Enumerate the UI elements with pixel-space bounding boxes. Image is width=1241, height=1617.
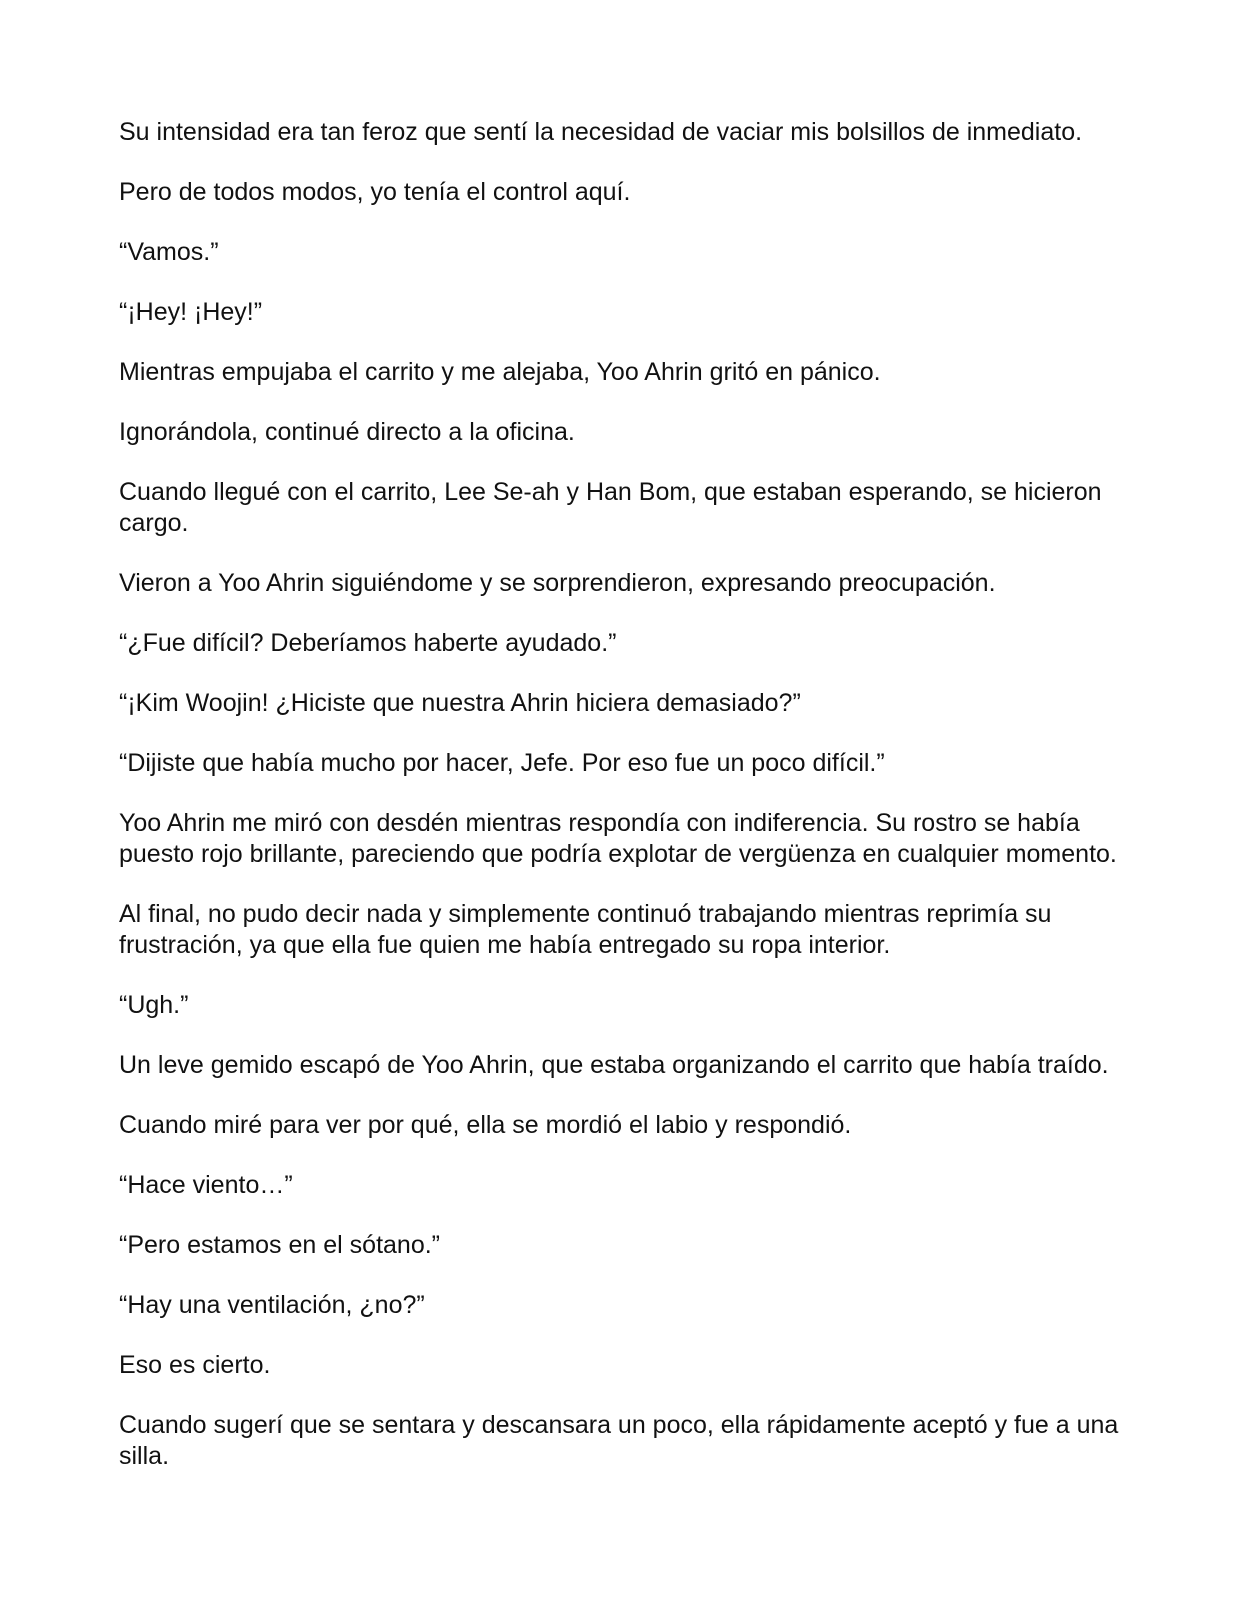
paragraph: “¡Kim Woojin! ¿Hiciste que nuestra Ahrin hiciera demasiado?” [119, 689, 801, 717]
paragraph: “¡Hey! ¡Hey!” [119, 298, 263, 326]
paragraph: Cuando llegué con el carrito, Lee Se-ah y Han Bom, que estaban esperando, se hicieron cargo. [119, 478, 1102, 537]
paragraph: Un leve gemido escapó de Yoo Ahrin, que estaba organizando el carrito que había traído. [119, 1051, 1109, 1079]
paragraph: “¿Fue difícil? Deberíamos haberte ayudado.” [119, 629, 617, 657]
paragraph: “Hay una ventilación, ¿no?” [119, 1291, 425, 1319]
paragraph: Eso es cierto. [119, 1351, 271, 1379]
paragraph: Cuando sugerí que se sentara y descansara un poco, ella rápidamente aceptó y fue a una silla. [119, 1411, 1119, 1470]
paragraph: “Vamos.” [119, 238, 219, 266]
paragraph: “Hace viento…” [119, 1171, 293, 1199]
paragraph: Cuando miré para ver por qué, ella se mordió el labio y respondió. [119, 1111, 852, 1139]
paragraph: Ignorándola, continué directo a la oficina. [119, 418, 575, 446]
paragraph: “Pero estamos en el sótano.” [119, 1231, 440, 1259]
paragraph: Mientras empujaba el carrito y me alejaba, Yoo Ahrin gritó en pánico. [119, 358, 881, 386]
paragraph: “Ugh.” [119, 991, 189, 1019]
paragraph: Vieron a Yoo Ahrin siguiéndome y se sorprendieron, expresando preocupación. [119, 569, 996, 597]
paragraph: “Dijiste que había mucho por hacer, Jefe. Por eso fue un poco difícil.” [119, 749, 885, 777]
paragraph: Yoo Ahrin me miró con desdén mientras respondía con indiferencia. Su rostro se había puesto rojo brillante, pareciendo que podría explotar de vergüenza en cualquier momento. [119, 809, 1117, 868]
document-body [119, 117, 1119, 1501]
paragraph: Su intensidad era tan feroz que sentí la necesidad de vaciar mis bolsillos de inmediato. [119, 118, 1083, 146]
paragraph: Al final, no pudo decir nada y simplemente continuó trabajando mientras reprimía su frustración, ya que ella fue quien me había entregado su ropa interior. [119, 900, 1052, 959]
paragraph: Pero de todos modos, yo tenía el control aquí. [119, 178, 631, 206]
